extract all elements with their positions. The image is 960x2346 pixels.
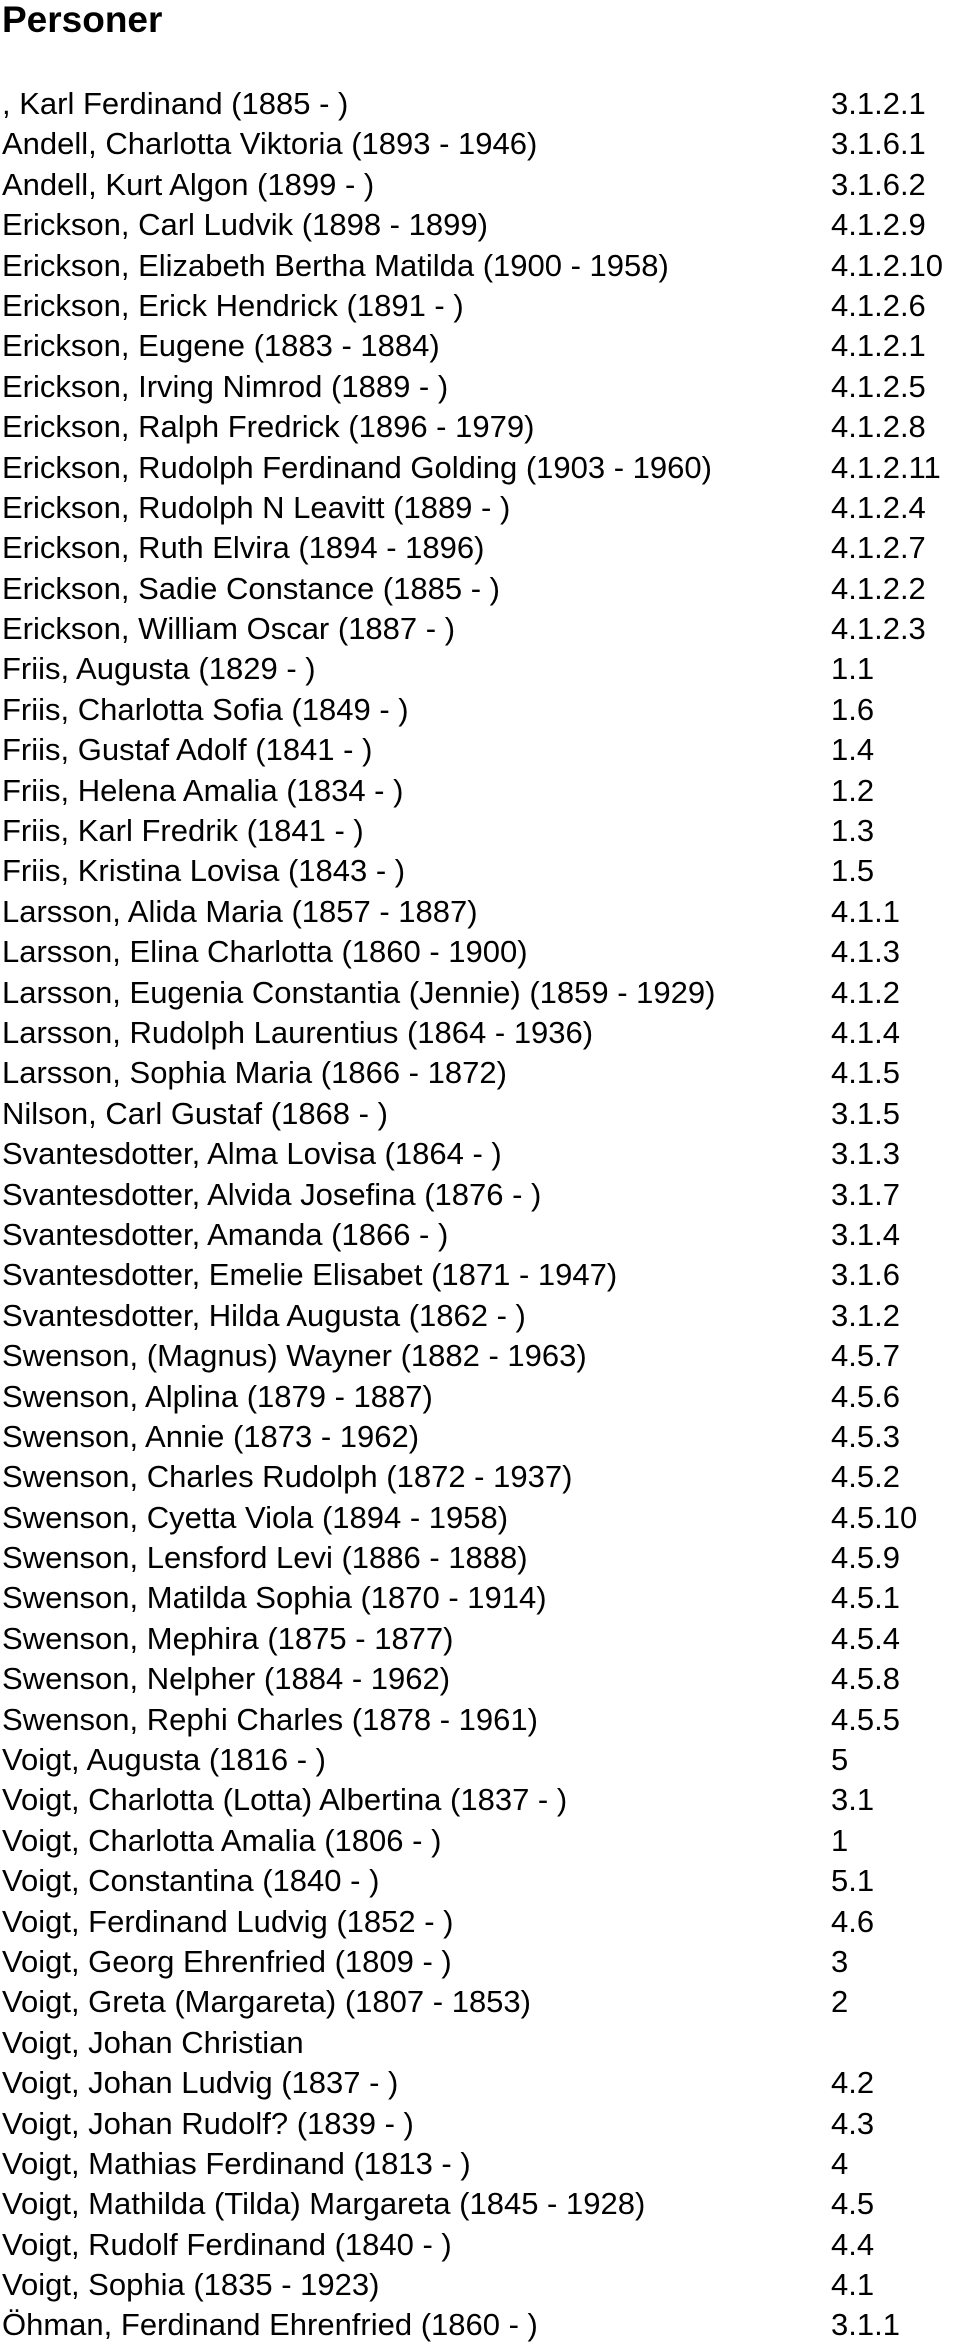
person-entry <box>2 407 952 447</box>
person-name: Erickson, Rudolph N Leavitt (1889 - ) <box>2 489 511 525</box>
person-reference-number: 4.4 <box>831 2226 875 2262</box>
person-entry <box>2 2063 952 2103</box>
person-name: Svantesdotter, Hilda Augusta (1862 - ) <box>2 1297 526 1333</box>
person-entry <box>2 367 952 407</box>
person-reference-number: 3.1.6.2 <box>831 166 926 202</box>
person-entry <box>2 1740 952 1780</box>
person-reference-number: 1.1 <box>831 651 875 687</box>
person-reference-number: 4.5.3 <box>831 1418 900 1454</box>
person-reference-number: 4.1.5 <box>831 1055 900 1091</box>
person-reference-number: 4.1.2.11 <box>831 449 941 485</box>
person-reference-number: 4.6 <box>831 1903 875 1939</box>
person-entry <box>2 1255 952 1295</box>
person-entry <box>2 730 952 770</box>
person-entry <box>2 2104 952 2144</box>
person-name: Swenson, Annie (1873 - 1962) <box>2 1418 420 1454</box>
person-reference-number: 4.2 <box>831 2065 875 2101</box>
person-reference-number: 5.1 <box>831 1863 875 1899</box>
person-name: Erickson, Eugene (1883 - 1884) <box>2 328 440 364</box>
person-name: Voigt, Johan Rudolf? (1839 - ) <box>2 2105 414 2141</box>
person-entry <box>2 165 952 205</box>
person-entry <box>2 1619 952 1659</box>
person-name: Larsson, Sophia Maria (1866 - 1872) <box>2 1055 507 1091</box>
person-reference-number: 4.1.3 <box>831 934 900 970</box>
person-reference-number: 4.1.2.7 <box>831 530 926 566</box>
person-entry <box>2 2184 952 2224</box>
person-entry <box>2 1498 952 1538</box>
person-index-list <box>2 84 952 2346</box>
person-reference-number: 4.1.2.9 <box>831 207 926 243</box>
person-reference-number: 3.1.4 <box>831 1216 900 1252</box>
person-name: Andell, Charlotta Viktoria (1893 - 1946) <box>2 126 538 162</box>
person-name: Erickson, William Oscar (1887 - ) <box>2 611 456 647</box>
person-name: Voigt, Augusta (1816 - ) <box>2 1742 326 1778</box>
person-reference-number: 4.1.1 <box>831 893 900 929</box>
person-reference-number: 1.2 <box>831 772 875 808</box>
person-entry <box>2 1215 952 1255</box>
person-name: Swenson, Alplina (1879 - 1887) <box>2 1378 433 1414</box>
person-name: Swenson, Rephi Charles (1878 - 1961) <box>2 1701 538 1737</box>
person-entry <box>2 2023 952 2063</box>
person-name: Erickson, Sadie Constance (1885 - ) <box>2 570 500 606</box>
person-entry <box>2 286 952 326</box>
person-reference-number: 4.1 <box>831 2267 875 2303</box>
person-entry <box>2 1134 952 1174</box>
person-entry <box>2 84 952 124</box>
person-entry <box>2 1700 952 1740</box>
person-name: Voigt, Georg Ehrenfried (1809 - ) <box>2 1943 452 1979</box>
person-reference-number: 4.1.2.10 <box>831 247 944 283</box>
person-entry <box>2 1902 952 1942</box>
person-reference-number: 4.1.2.1 <box>831 328 926 364</box>
person-name: Voigt, Mathilda (Tilda) Margareta (1845 - 1928) <box>2 2186 646 2222</box>
person-reference-number: 4.5.6 <box>831 1378 900 1414</box>
person-entry <box>2 1336 952 1376</box>
person-entry <box>2 1053 952 1093</box>
person-name: Erickson, Ralph Fredrick (1896 - 1979) <box>2 409 535 445</box>
person-name: Friis, Karl Fredrik (1841 - ) <box>2 813 364 849</box>
person-name: Swenson, Mephira (1875 - 1877) <box>2 1620 454 1656</box>
person-reference-number: 4.5.5 <box>831 1701 900 1737</box>
person-entry <box>2 1861 952 1901</box>
person-reference-number: 3.1.6 <box>831 1257 900 1293</box>
person-name: Swenson, Cyetta Viola (1894 - 1958) <box>2 1499 509 1535</box>
person-name: Voigt, Greta (Margareta) (1807 - 1853) <box>2 1984 531 2020</box>
person-reference-number: 4.5.10 <box>831 1499 918 1535</box>
person-name: , Karl Ferdinand (1885 - ) <box>2 86 349 121</box>
person-reference-number: 4.5.7 <box>831 1338 900 1374</box>
person-name: Svantesdotter, Alma Lovisa (1864 - ) <box>2 1136 502 1172</box>
person-entry <box>2 205 952 245</box>
person-name: Erickson, Irving Nimrod (1889 - ) <box>2 368 449 404</box>
person-reference-number: 4.1.2.4 <box>831 489 926 525</box>
person-entry <box>2 1175 952 1215</box>
person-entry <box>2 569 952 609</box>
person-entry <box>2 1417 952 1457</box>
person-reference-number: 4.5.4 <box>831 1620 900 1656</box>
person-name: Erickson, Elizabeth Bertha Matilda (1900 - 1958) <box>2 247 669 283</box>
person-reference-number: 3.1.1 <box>831 2307 900 2343</box>
person-name: Voigt, Rudolf Ferdinand (1840 - ) <box>2 2226 452 2262</box>
person-name: Voigt, Ferdinand Ludvig (1852 - ) <box>2 1903 454 1939</box>
person-entry <box>2 1942 952 1982</box>
person-entry <box>2 649 952 689</box>
person-name: Friis, Augusta (1829 - ) <box>2 651 316 687</box>
person-reference-number: 1.5 <box>831 853 875 889</box>
person-name: Svantesdotter, Emelie Elisabet (1871 - 1947) <box>2 1257 618 1293</box>
person-name: Larsson, Alida Maria (1857 - 1887) <box>2 893 478 929</box>
person-reference-number: 4.5.9 <box>831 1540 900 1576</box>
person-entry <box>2 124 952 164</box>
person-entry <box>2 528 952 568</box>
person-reference-number: 1 <box>831 1822 849 1858</box>
person-reference-number: 3 <box>831 1943 849 1979</box>
person-reference-number: 3.1.7 <box>831 1176 900 1212</box>
person-name: Swenson, (Magnus) Wayner (1882 - 1963) <box>2 1338 587 1374</box>
person-name: Erickson, Ruth Elvira (1894 - 1896) <box>2 530 485 566</box>
person-entry <box>2 1296 952 1336</box>
person-reference-number: 2 <box>831 1984 849 2020</box>
person-reference-number: 1.3 <box>831 813 875 849</box>
person-reference-number: 4.1.2.5 <box>831 368 926 404</box>
person-reference-number: 4.1.2.3 <box>831 611 926 647</box>
person-entry <box>2 690 952 730</box>
person-entry <box>2 1377 952 1417</box>
person-entry <box>2 246 952 286</box>
person-name: Svantesdotter, Amanda (1866 - ) <box>2 1216 449 1252</box>
person-entry <box>2 326 952 366</box>
person-name: Erickson, Carl Ludvik (1898 - 1899) <box>2 207 488 243</box>
person-name: Swenson, Nelpher (1884 - 1962) <box>2 1661 451 1697</box>
person-name: Voigt, Charlotta (Lotta) Albertina (1837 - ) <box>2 1782 568 1818</box>
person-entry <box>2 609 952 649</box>
person-name: Friis, Helena Amalia (1834 - ) <box>2 772 404 808</box>
person-name: Öhman, Ferdinand Ehrenfried (1860 - ) <box>2 2307 538 2343</box>
person-entry <box>2 1982 952 2022</box>
person-reference-number: 4.5 <box>831 2186 875 2222</box>
person-reference-number: 5 <box>831 1742 849 1778</box>
person-name: Friis, Kristina Lovisa (1843 - ) <box>2 853 406 889</box>
person-name: Voigt, Constantina (1840 - ) <box>2 1863 380 1899</box>
person-reference-number: 4.1.4 <box>831 1014 900 1050</box>
person-entry <box>2 1821 952 1861</box>
person-reference-number: 4.1.2.8 <box>831 409 926 445</box>
person-entry <box>2 2305 952 2345</box>
person-entry <box>2 2265 952 2305</box>
person-reference-number: 3.1.6.1 <box>831 126 926 162</box>
person-reference-number: 4.5.2 <box>831 1459 900 1495</box>
person-reference-number: 4.1.2 <box>831 974 900 1010</box>
person-entry <box>2 1659 952 1699</box>
person-entry <box>2 1780 952 1820</box>
person-name: Nilson, Carl Gustaf (1868 - ) <box>2 1095 388 1131</box>
person-reference-number: 3.1.2.1 <box>831 86 926 121</box>
person-name: Swenson, Lensford Levi (1886 - 1888) <box>2 1540 528 1576</box>
person-name: Voigt, Johan Ludvig (1837 - ) <box>2 2065 399 2101</box>
person-name: Erickson, Erick Hendrick (1891 - ) <box>2 287 464 323</box>
person-name: Erickson, Rudolph Ferdinand Golding (1903 - 1960) <box>2 449 712 485</box>
person-reference-number: 4.1.2.6 <box>831 287 926 323</box>
person-entry <box>2 892 952 932</box>
person-entry <box>2 771 952 811</box>
person-entry <box>2 1538 952 1578</box>
person-reference-number: 3.1.5 <box>831 1095 900 1131</box>
person-name: Larsson, Rudolph Laurentius (1864 - 1936) <box>2 1014 594 1050</box>
person-name: Larsson, Elina Charlotta (1860 - 1900) <box>2 934 528 970</box>
person-name: Friis, Charlotta Sofia (1849 - ) <box>2 691 409 727</box>
person-reference-number: 1.6 <box>831 691 875 727</box>
person-entry <box>2 1094 952 1134</box>
person-name: Larsson, Eugenia Constantia (Jennie) (1859 - 1929) <box>2 974 716 1010</box>
person-reference-number: 4.5.8 <box>831 1661 900 1697</box>
person-reference-number: 3.1.3 <box>831 1136 900 1172</box>
person-entry <box>2 1578 952 1618</box>
person-name: Friis, Gustaf Adolf (1841 - ) <box>2 732 373 768</box>
person-name: Svantesdotter, Alvida Josefina (1876 - ) <box>2 1176 542 1212</box>
person-name: Voigt, Johan Christian <box>2 2024 304 2060</box>
person-entry <box>2 811 952 851</box>
person-entry <box>2 448 952 488</box>
person-entry <box>2 932 952 972</box>
person-name: Voigt, Mathias Ferdinand (1813 - ) <box>2 2145 471 2181</box>
person-entry <box>2 1457 952 1497</box>
person-reference-number: 4 <box>831 2145 849 2181</box>
person-entry <box>2 2225 952 2265</box>
person-name: Swenson, Charles Rudolph (1872 - 1937) <box>2 1459 573 1495</box>
person-reference-number: 4.5.1 <box>831 1580 900 1616</box>
person-entry <box>2 973 952 1013</box>
person-reference-number: 4.1.2.2 <box>831 570 926 606</box>
person-reference-number: 4.3 <box>831 2105 875 2141</box>
person-name: Voigt, Charlotta Amalia (1806 - ) <box>2 1822 442 1858</box>
person-name: Andell, Kurt Algon (1899 - ) <box>2 166 375 202</box>
person-name: Swenson, Matilda Sophia (1870 - 1914) <box>2 1580 547 1616</box>
person-entry <box>2 1013 952 1053</box>
person-reference-number: 3.1.2 <box>831 1297 900 1333</box>
person-entry <box>2 488 952 528</box>
person-entry <box>2 2144 952 2184</box>
person-entry <box>2 851 952 891</box>
person-reference-number: 1.4 <box>831 732 875 768</box>
person-reference-number: 3.1 <box>831 1782 875 1818</box>
page-title: Personer <box>2 0 163 40</box>
person-name: Voigt, Sophia (1835 - 1923) <box>2 2267 380 2303</box>
